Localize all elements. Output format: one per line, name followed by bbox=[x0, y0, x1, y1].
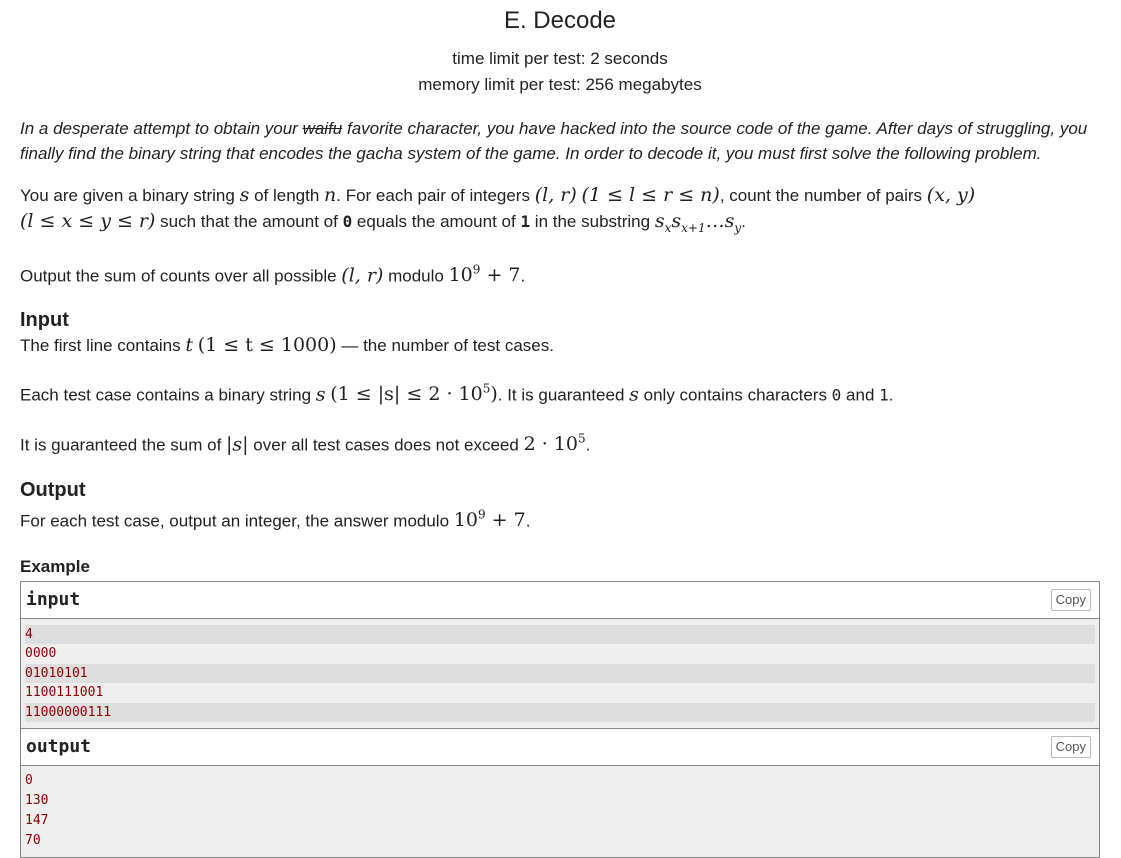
output-label: output bbox=[26, 736, 92, 758]
output-paragraph-1 bbox=[20, 503, 1100, 534]
output-line: 130 bbox=[25, 793, 49, 809]
output-specification bbox=[20, 477, 1100, 534]
math-limit: $2 \cdot 10^5$ bbox=[523, 431, 586, 456]
char-zero: 0 bbox=[831, 385, 842, 405]
text: over all test cases does not exceed bbox=[248, 435, 524, 455]
math-s: s bbox=[239, 184, 250, 206]
text: modulo bbox=[383, 266, 449, 286]
text: Each test case contains a binary string bbox=[20, 385, 316, 405]
text: — the number of test cases. bbox=[336, 335, 554, 355]
math-cond-t: (1 ≤ t ≤ 1000) bbox=[197, 333, 337, 356]
text: in the substring bbox=[530, 211, 655, 231]
legend-paragraph-2 bbox=[20, 183, 1100, 240]
legend-text: favorite character, you have hacked into the source code of the game. After days of struggling, you finally find the binary string that encodes the gacha system of the game. In order to decode it, you must first solve the following problem. bbox=[20, 119, 1088, 163]
math-cond-lr: (1 ≤ l ≤ r ≤ n) bbox=[581, 184, 720, 206]
text: . It is guaranteed bbox=[497, 385, 630, 405]
problem-statement bbox=[20, 0, 1100, 858]
math-t: t bbox=[185, 333, 193, 356]
math-substring: $s_xs_{x+1}\dots s_y$ bbox=[654, 209, 742, 235]
problem-limits bbox=[20, 46, 1100, 98]
text: . bbox=[520, 266, 526, 286]
output-line: 70 bbox=[25, 833, 41, 849]
math-modulus: $10^9 + 7$ bbox=[453, 507, 526, 532]
output-sample[interactable] bbox=[21, 766, 1099, 857]
text: . bbox=[525, 511, 531, 531]
text: , count the number of pairs bbox=[719, 186, 927, 205]
input-line: 1100111001 bbox=[25, 685, 104, 701]
input-sample[interactable] bbox=[21, 619, 1099, 729]
input-section-title: Input bbox=[20, 308, 69, 331]
math-xy: (x, y) bbox=[926, 184, 976, 206]
copy-input-button[interactable]: Copy bbox=[1051, 589, 1091, 611]
math-abs-s: |s| bbox=[226, 433, 249, 456]
input-paragraph-1 bbox=[20, 333, 1100, 359]
char-zero: 0 bbox=[342, 211, 353, 231]
strikethrough-word: waifu bbox=[302, 119, 343, 138]
copy-output-button[interactable]: Copy bbox=[1051, 736, 1091, 758]
legend-text: In a desperate attempt to obtain your bbox=[20, 119, 303, 138]
memory-limit: memory limit per test: 256 megabytes bbox=[418, 75, 702, 94]
text: . bbox=[888, 385, 894, 405]
text: . For each pair of integers bbox=[336, 186, 535, 205]
output-line: 147 bbox=[25, 813, 49, 829]
input-paragraph-3 bbox=[20, 427, 1100, 458]
char-one: 1 bbox=[520, 211, 531, 231]
math-n: n bbox=[324, 184, 337, 206]
text: Output the sum of counts over all possible bbox=[20, 266, 342, 286]
text: For each test case, output an integer, the answer modulo bbox=[20, 511, 454, 531]
char-one: 1 bbox=[879, 385, 889, 405]
output-header bbox=[21, 728, 1099, 766]
input-label: input bbox=[26, 588, 81, 610]
text: . bbox=[741, 211, 746, 231]
input-specification bbox=[20, 307, 1100, 458]
text: The first line contains bbox=[20, 335, 186, 355]
sample-tests bbox=[20, 581, 1100, 858]
input-paragraph-2 bbox=[20, 377, 1100, 408]
math-lr: (l, r) bbox=[341, 264, 384, 287]
input-header bbox=[21, 582, 1099, 619]
legend-paragraph-1 bbox=[20, 117, 1100, 166]
text: such that the amount of bbox=[155, 211, 343, 231]
output-line: 0 bbox=[25, 773, 33, 789]
text: and bbox=[841, 385, 880, 405]
output-section-title: Output bbox=[20, 478, 86, 501]
input-line: 0000 bbox=[25, 646, 57, 662]
text: only contains characters bbox=[638, 385, 832, 405]
math-s: s bbox=[629, 383, 639, 406]
legend-paragraph-3 bbox=[20, 258, 1100, 289]
text: You are given a binary string bbox=[20, 186, 240, 205]
text: equals the amount of bbox=[352, 211, 521, 231]
problem-title: E. Decode bbox=[503, 7, 617, 34]
math-lr: (l, r) bbox=[534, 184, 577, 206]
math-s: s bbox=[315, 383, 326, 406]
text: . bbox=[585, 435, 591, 455]
time-limit: time limit per test: 2 seconds bbox=[452, 49, 668, 68]
text: of length bbox=[249, 186, 325, 205]
input-line: 4 bbox=[25, 625, 1095, 645]
math-cond-s: $(1 \le |s| \le 2 \cdot 10^5)$ bbox=[330, 382, 498, 406]
example-title: Example bbox=[20, 556, 90, 576]
input-line: 01010101 bbox=[25, 664, 1095, 684]
input-line: 11000000111 bbox=[25, 703, 1095, 723]
math-cond-xy: (l ≤ x ≤ y ≤ r) bbox=[20, 209, 156, 232]
math-modulus: $10^9 + 7$ bbox=[448, 262, 521, 287]
text: It is guaranteed the sum of bbox=[20, 435, 227, 455]
